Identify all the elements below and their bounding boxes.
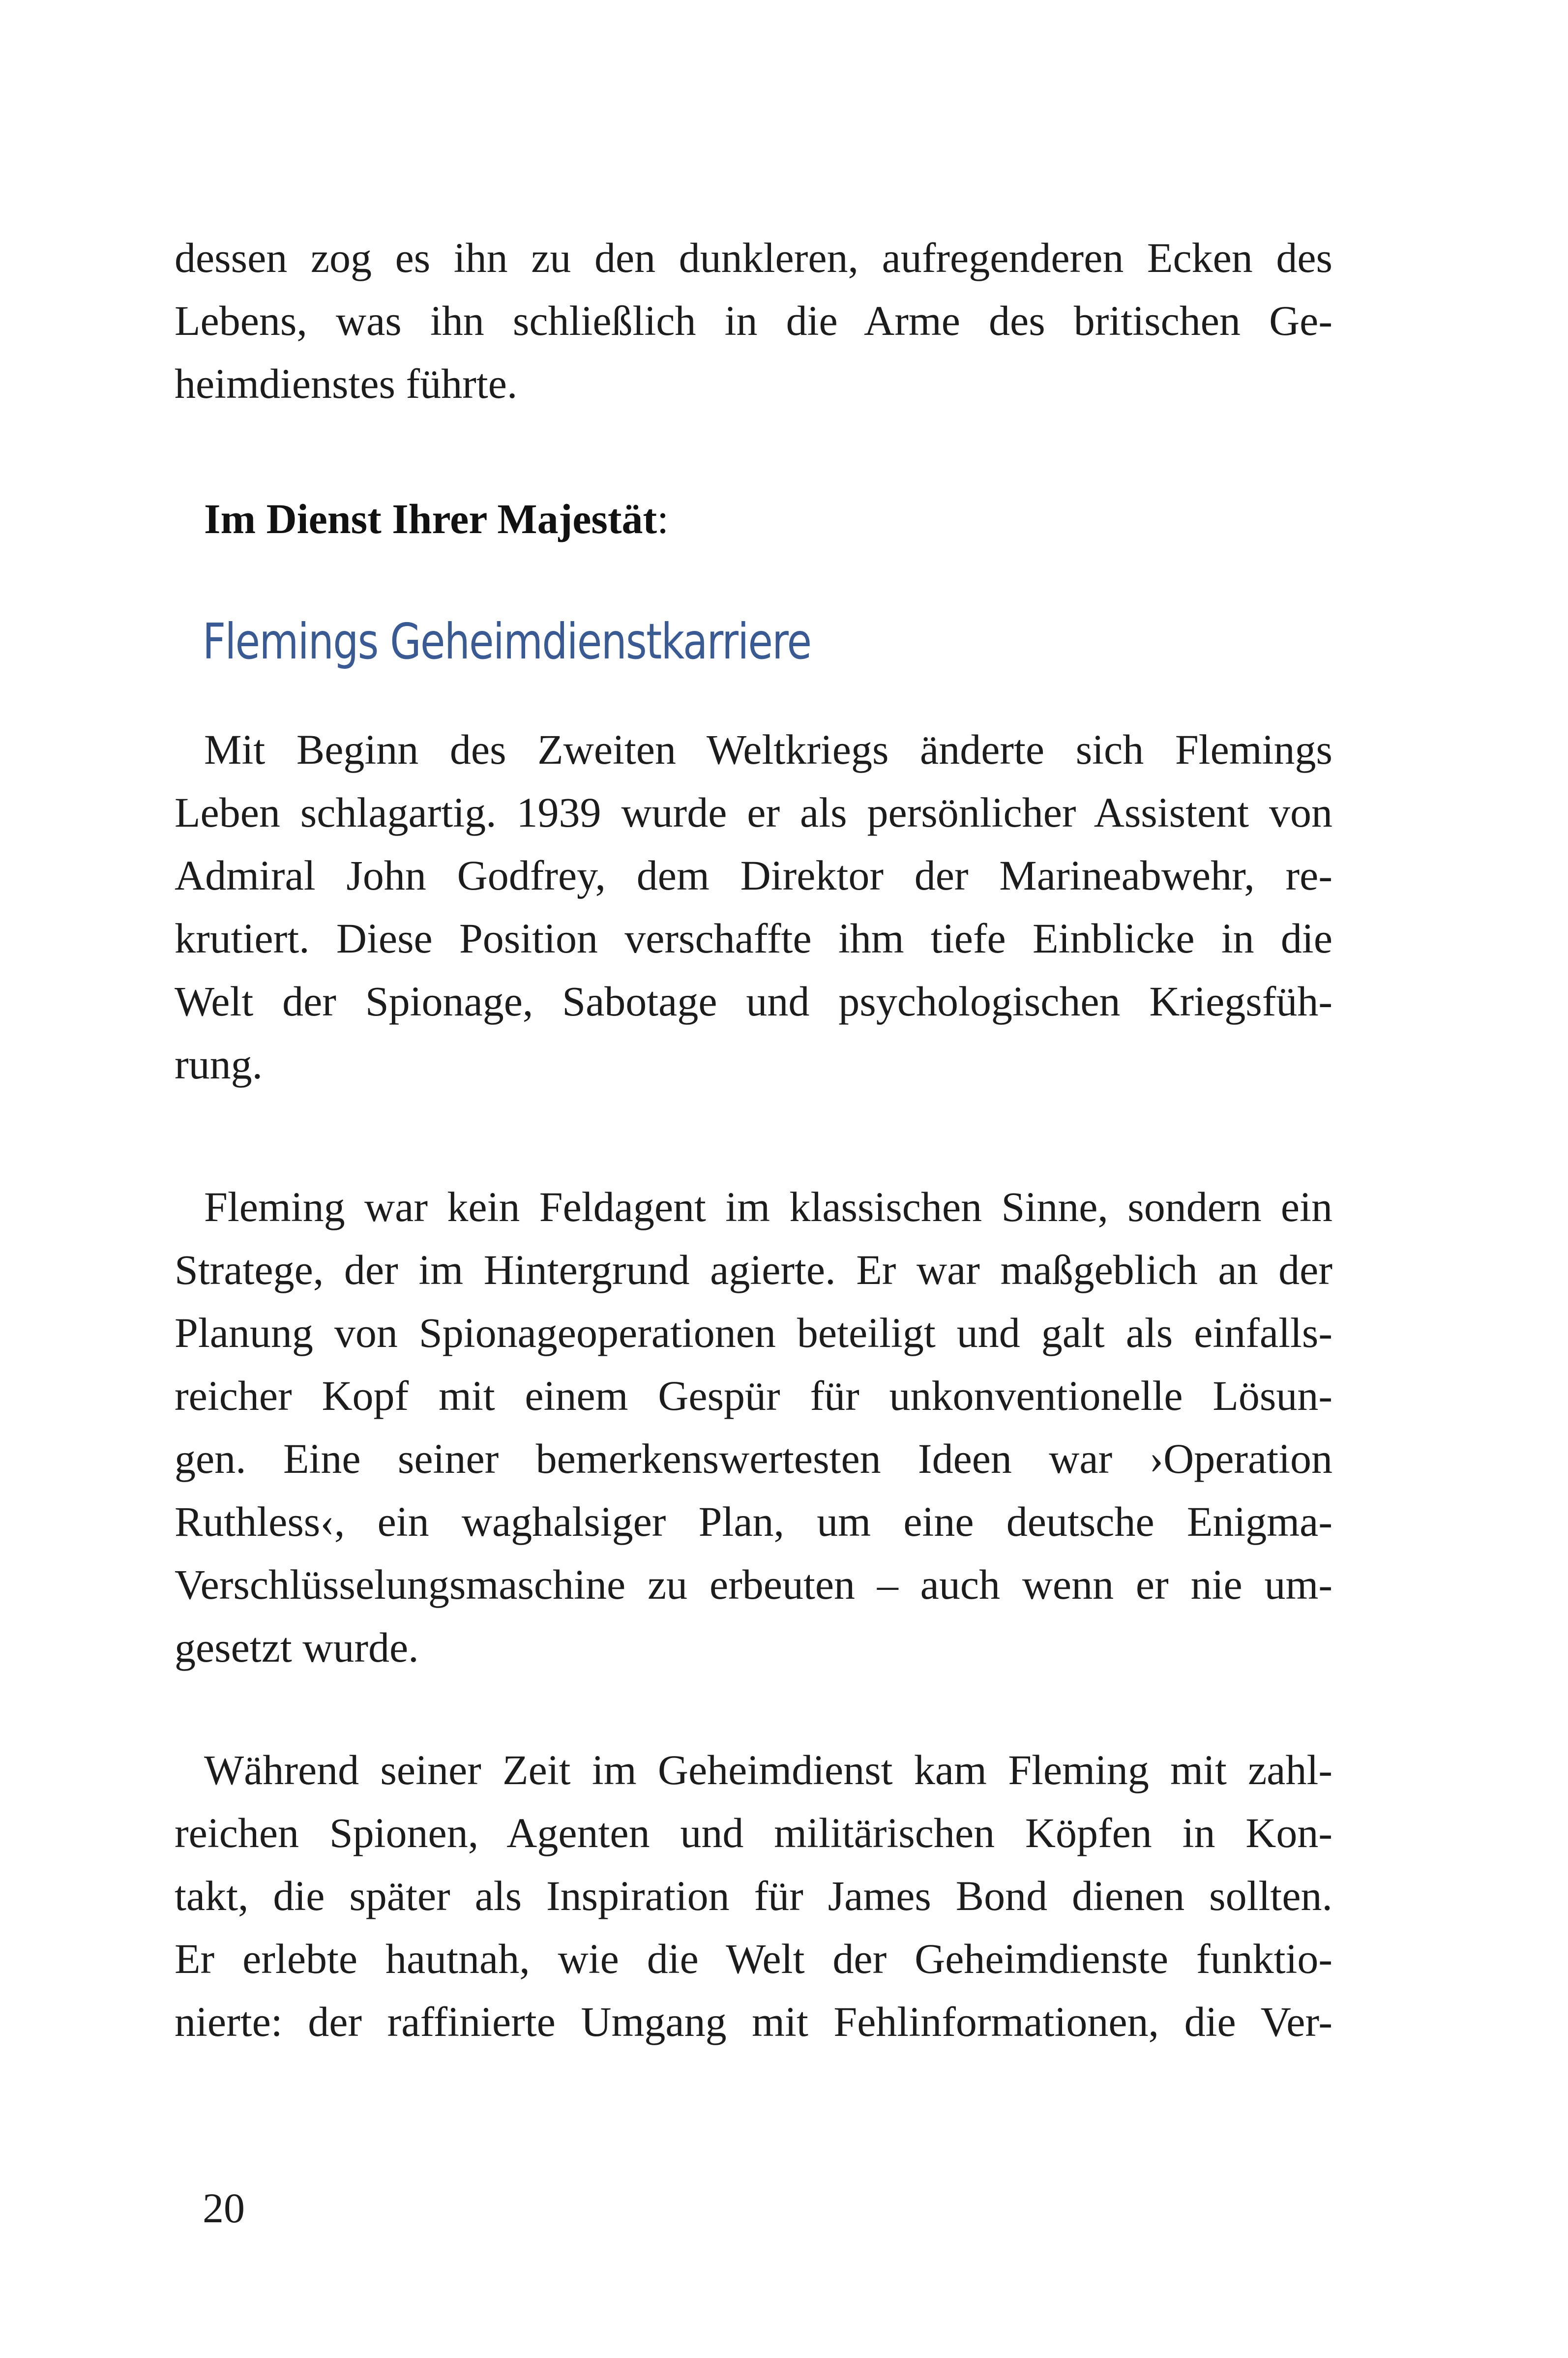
text-line: Admiral John Godfrey, dem Direktor der Marineabwehr, re- <box>175 852 1332 899</box>
subheading-colon: : <box>657 495 669 542</box>
section-heading: Flemings Geheimdienstkarriere <box>203 613 811 670</box>
text-line: krutiert. Diese Position verschaffte ihm tiefe Einblicke in die <box>175 915 1332 962</box>
text-line: nierte: der raffinierte Umgang mit Fehlinformationen, die Ver- <box>175 1998 1332 2045</box>
text-line: rung. <box>175 1041 263 1088</box>
text-line: Stratege, der im Hintergrund agierte. Er war maßgeblich an der <box>175 1246 1332 1293</box>
text-line: Er erlebte hautnah, wie die Welt der Geheimdienste funktio- <box>175 1935 1332 1982</box>
text-line: dessen zog es ihn zu den dunkleren, aufregenderen Ecken des <box>175 234 1332 281</box>
subheading-text: Im Dienst Ihrer Majestät <box>204 495 657 542</box>
paragraph-2 <box>175 1175 1332 1679</box>
text-line: Fleming war kein Feldagent im klassischen Sinne, sondern ein <box>204 1183 1332 1230</box>
subheading <box>204 494 669 543</box>
text-line: gen. Eine seiner bemerkenswertesten Ideen war ›Operation <box>175 1435 1332 1482</box>
text-line: Mit Beginn des Zweiten Weltkriegs änderte sich Flemings <box>204 726 1332 773</box>
text-line: takt, die später als Inspiration für James Bond dienen sollten. <box>175 1872 1332 1919</box>
text-line: Während seiner Zeit im Geheimdienst kam Fleming mit zahl- <box>204 1746 1332 1793</box>
text-line: Verschlüsselungsmaschine zu erbeuten – auch wenn er nie um- <box>175 1561 1332 1608</box>
text-line: Leben schlagartig. 1939 wurde er als persönlicher Assistent von <box>175 789 1332 836</box>
intro-paragraph <box>175 226 1332 415</box>
text-line: Planung von Spionageoperationen beteiligt und galt als einfalls- <box>175 1309 1332 1356</box>
text-line: Ruthless‹, ein waghalsiger Plan, um eine deutsche Enigma- <box>175 1498 1332 1545</box>
text-line: gesetzt wurde. <box>175 1624 419 1671</box>
text-line: Lebens, was ihn schließlich in die Arme des britischen Ge- <box>175 297 1332 344</box>
page-number: 20 <box>203 2184 245 2232</box>
paragraph-1 <box>175 718 1332 1096</box>
text-line: Welt der Spionage, Sabotage und psychologischen Kriegsfüh- <box>175 978 1332 1025</box>
text-line: heimdienstes führte. <box>175 360 518 407</box>
paragraph-3 <box>175 1738 1332 2053</box>
text-line: reicher Kopf mit einem Gespür für unkonventionelle Lösun- <box>175 1372 1332 1419</box>
text-line: reichen Spionen, Agenten und militärischen Köpfen in Kon- <box>175 1809 1332 1856</box>
